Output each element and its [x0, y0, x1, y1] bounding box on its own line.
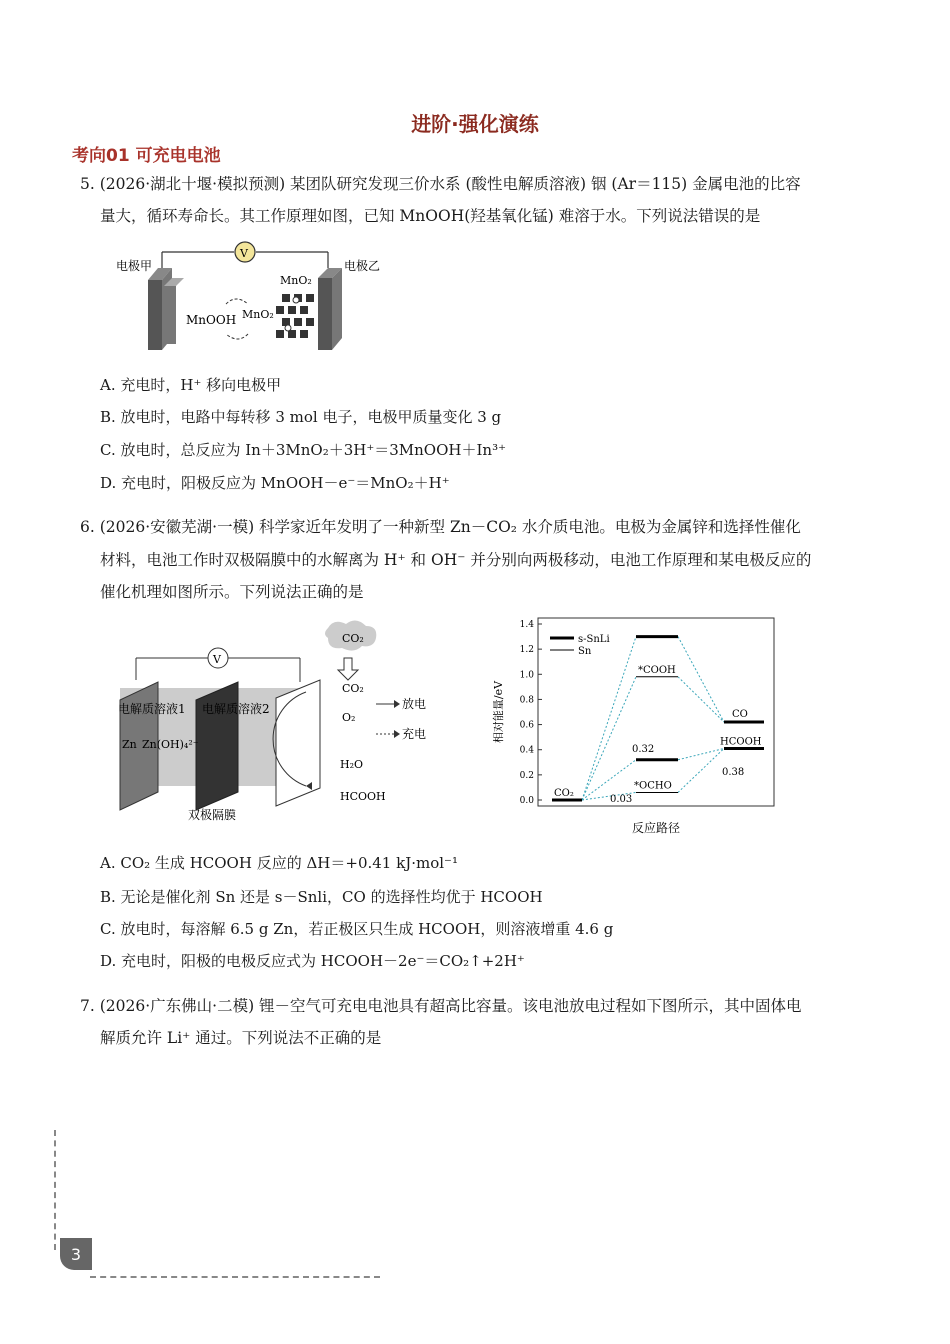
margin-dashed-line-vertical [54, 1130, 56, 1250]
svg-text:V: V [213, 653, 221, 666]
page-number: 3 [60, 1238, 92, 1270]
q6-option-b: B. 无论是催化剂 Sn 还是 s－Snli，CO 的选择性均优于 HCOOH [100, 888, 543, 906]
q6-option-c: C. 放电时，每溶解 6.5 g Zn，若正极区只生成 HCOOH，则溶液增重 4.6 g [100, 920, 614, 938]
q5-option-b: B. 放电时，电路中每转移 3 mol 电子，电极甲质量变化 3 g [100, 408, 502, 426]
svg-text:CO₂: CO₂ [342, 632, 364, 645]
y-tick-label: 1.2 [519, 645, 534, 656]
path-link [678, 748, 724, 759]
q6-stem-line3: 催化机理如图所示。下列说法正确的是 [100, 583, 364, 601]
path-link [678, 748, 724, 792]
path-link [678, 677, 724, 722]
svg-text:V: V [240, 247, 248, 260]
svg-text:双极隔膜: 双极隔膜 [188, 808, 237, 822]
page-title: 进阶·强化演练 [411, 112, 539, 136]
level-label: HCOOH [720, 736, 762, 748]
svg-text:电解质溶液2: 电解质溶液2 [202, 702, 270, 716]
svg-text:H₂O: H₂O [340, 758, 364, 771]
q6-stem-line2: 材料，电池工作时双极隔膜中的水解离为 H⁺ 和 OH⁻ 并分别向两极移动，电池工作原理和某电极反应的 [100, 551, 812, 569]
q7-stem-line2: 解质允许 Li⁺ 通过。下列说法不正确的是 [100, 1029, 382, 1047]
svg-text:MnOOH: MnOOH [186, 313, 237, 327]
path-link [582, 677, 636, 800]
q6-cell-figure [110, 620, 450, 830]
svg-text:电极乙: 电极乙 [344, 259, 381, 273]
x-axis-label: 反应路径 [631, 821, 681, 835]
margin-dashed-line-horizontal [90, 1276, 380, 1278]
svg-text:电极甲: 电极甲 [116, 259, 153, 273]
level-label: *OCHO [634, 780, 672, 792]
y-axis-label: 相对能量/eV [492, 680, 505, 744]
q7-stem-line1: 7. (2026·广东佛山·二模) 锂－空气可充电电池具有超高比容量。该电池放电过程如下图所示，其中固体电 [80, 997, 802, 1015]
level-label: *COOH [638, 664, 676, 676]
svg-text:放电: 放电 [402, 697, 427, 711]
annotation-0.03: 0.03 [610, 794, 633, 805]
svg-text:MnO₂: MnO₂ [280, 274, 312, 287]
svg-text:O₂: O₂ [342, 711, 356, 724]
q5-option-a: A. 充电时，H⁺ 移向电极甲 [100, 376, 282, 394]
svg-text:CO₂: CO₂ [342, 682, 364, 695]
q5-stem-line1: 5. (2026·湖北十堰·模拟预测) 某团队研究发现三价水系 (酸性电解质溶液) 铟 (Ar＝115) 金属电池的比容 [80, 175, 801, 193]
q6-option-a: A. CO₂ 生成 HCOOH 反应的 ΔH＝+0.41 kJ·mol⁻¹ [100, 854, 458, 872]
y-tick-label: 0.2 [519, 770, 534, 781]
q5-cell-figure [110, 238, 390, 363]
y-tick-label: 1.4 [519, 620, 534, 630]
svg-text:电解质溶液1: 电解质溶液1 [118, 702, 186, 716]
y-tick-label: 0.0 [519, 796, 534, 806]
svg-text:充电: 充电 [402, 727, 427, 741]
svg-text:MnO₂: MnO₂ [242, 308, 274, 321]
legend-label-s-snli: s-SnLi [578, 634, 610, 645]
y-tick-label: 0.8 [519, 695, 534, 706]
annotation-0.38: 0.38 [722, 767, 745, 778]
y-tick-label: 0.6 [519, 720, 534, 731]
y-tick-label: 0.4 [519, 745, 534, 756]
q5-option-c: C. 放电时，总反应为 In＋3MnO₂＋3H⁺＝3MnOOH＋In³⁺ [100, 441, 507, 459]
path-link [582, 637, 636, 800]
path-link [678, 637, 724, 722]
q6-option-d: D. 充电时，阳极的电极反应式为 HCOOH－2e⁻＝CO₂↑+2H⁺ [100, 952, 525, 970]
level-label: CO [732, 709, 748, 721]
svg-text:HCOOH: HCOOH [340, 790, 386, 803]
y-tick-label: 1.0 [519, 670, 534, 681]
legend-label-sn: Sn [578, 646, 592, 657]
q5-option-d: D. 充电时，阳极反应为 MnOOH－e⁻＝MnO₂＋H⁺ [100, 474, 450, 492]
q5-stem-line2: 量大，循环寿命长。其工作原理如图，已知 MnOOH(羟基氧化锰) 难溶于水。下列说法错误的是 [100, 207, 761, 225]
level-label: CO₂ [554, 788, 574, 799]
energy-profile-chart [488, 608, 788, 840]
q6-stem-line1: 6. (2026·安徽芜湖·一模) 科学家近年发明了一种新型 Zn－CO₂ 水介质电池。电极为金属锌和选择性催化 [80, 518, 801, 536]
svg-text:Zn(OH)₄²⁻: Zn(OH)₄²⁻ [142, 738, 199, 751]
annotation-0.32: 0.32 [632, 744, 655, 755]
section-heading: 考向01 可充电电池 [72, 146, 221, 166]
svg-text:Zn: Zn [122, 738, 137, 751]
